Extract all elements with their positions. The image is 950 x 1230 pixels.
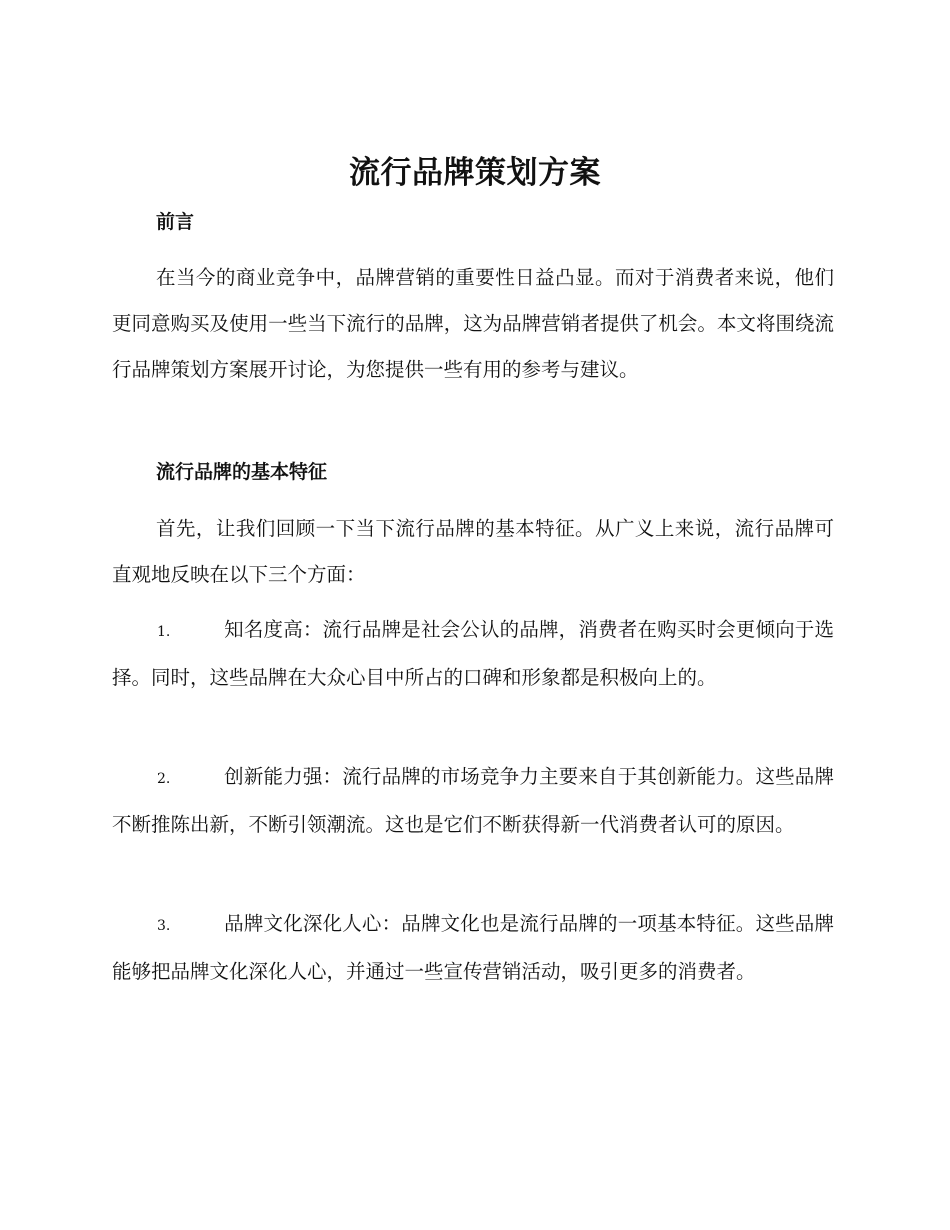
list-item-number: 1. <box>157 624 171 640</box>
preface-paragraph: 在当今的商业竞争中，品牌营销的重要性日益凸显。而对于消费者来说，他们更同意购买及使用一些当下流行的品牌，这为品牌营销者提供了机会。本文将围绕流行品牌策划方案展开讨论，为您提供一些有用的参考与建议。 <box>112 266 834 381</box>
list-item-number: 3. <box>157 918 171 934</box>
list-item-text: 创新能力强：流行品牌的市场竞争力主要来自于其创新能力。这些品牌不断推陈出新，不断引领潮流。这也是它们不断获得新一代消费者认可的原因。 <box>112 765 834 836</box>
feature-list-item <box>112 901 834 995</box>
features-intro-paragraph: 首先，让我们回顾一下当下流行品牌的基本特征。从广义上来说，流行品牌可直观地反映在以下三个方面： <box>112 517 834 586</box>
list-item-text: 品牌文化深化人心：品牌文化也是流行品牌的一项基本特征。这些品牌能够把品牌文化深化人心，并通过一些宣传营销活动，吸引更多的消费者。 <box>112 912 834 983</box>
section-heading-preface: 前言 <box>156 211 195 233</box>
feature-list-item <box>112 607 834 701</box>
list-item-text: 知名度高：流行品牌是社会公认的品牌，消费者在购买时会更倾向于选择。同时，这些品牌在大众心目中所占的口碑和形象都是积极向上的。 <box>112 618 834 689</box>
list-item-number: 2. <box>157 771 171 787</box>
document-title: 流行品牌策划方案 <box>349 155 601 191</box>
feature-list-item <box>112 754 834 848</box>
section-heading-basic-features: 流行品牌的基本特征 <box>156 461 328 483</box>
